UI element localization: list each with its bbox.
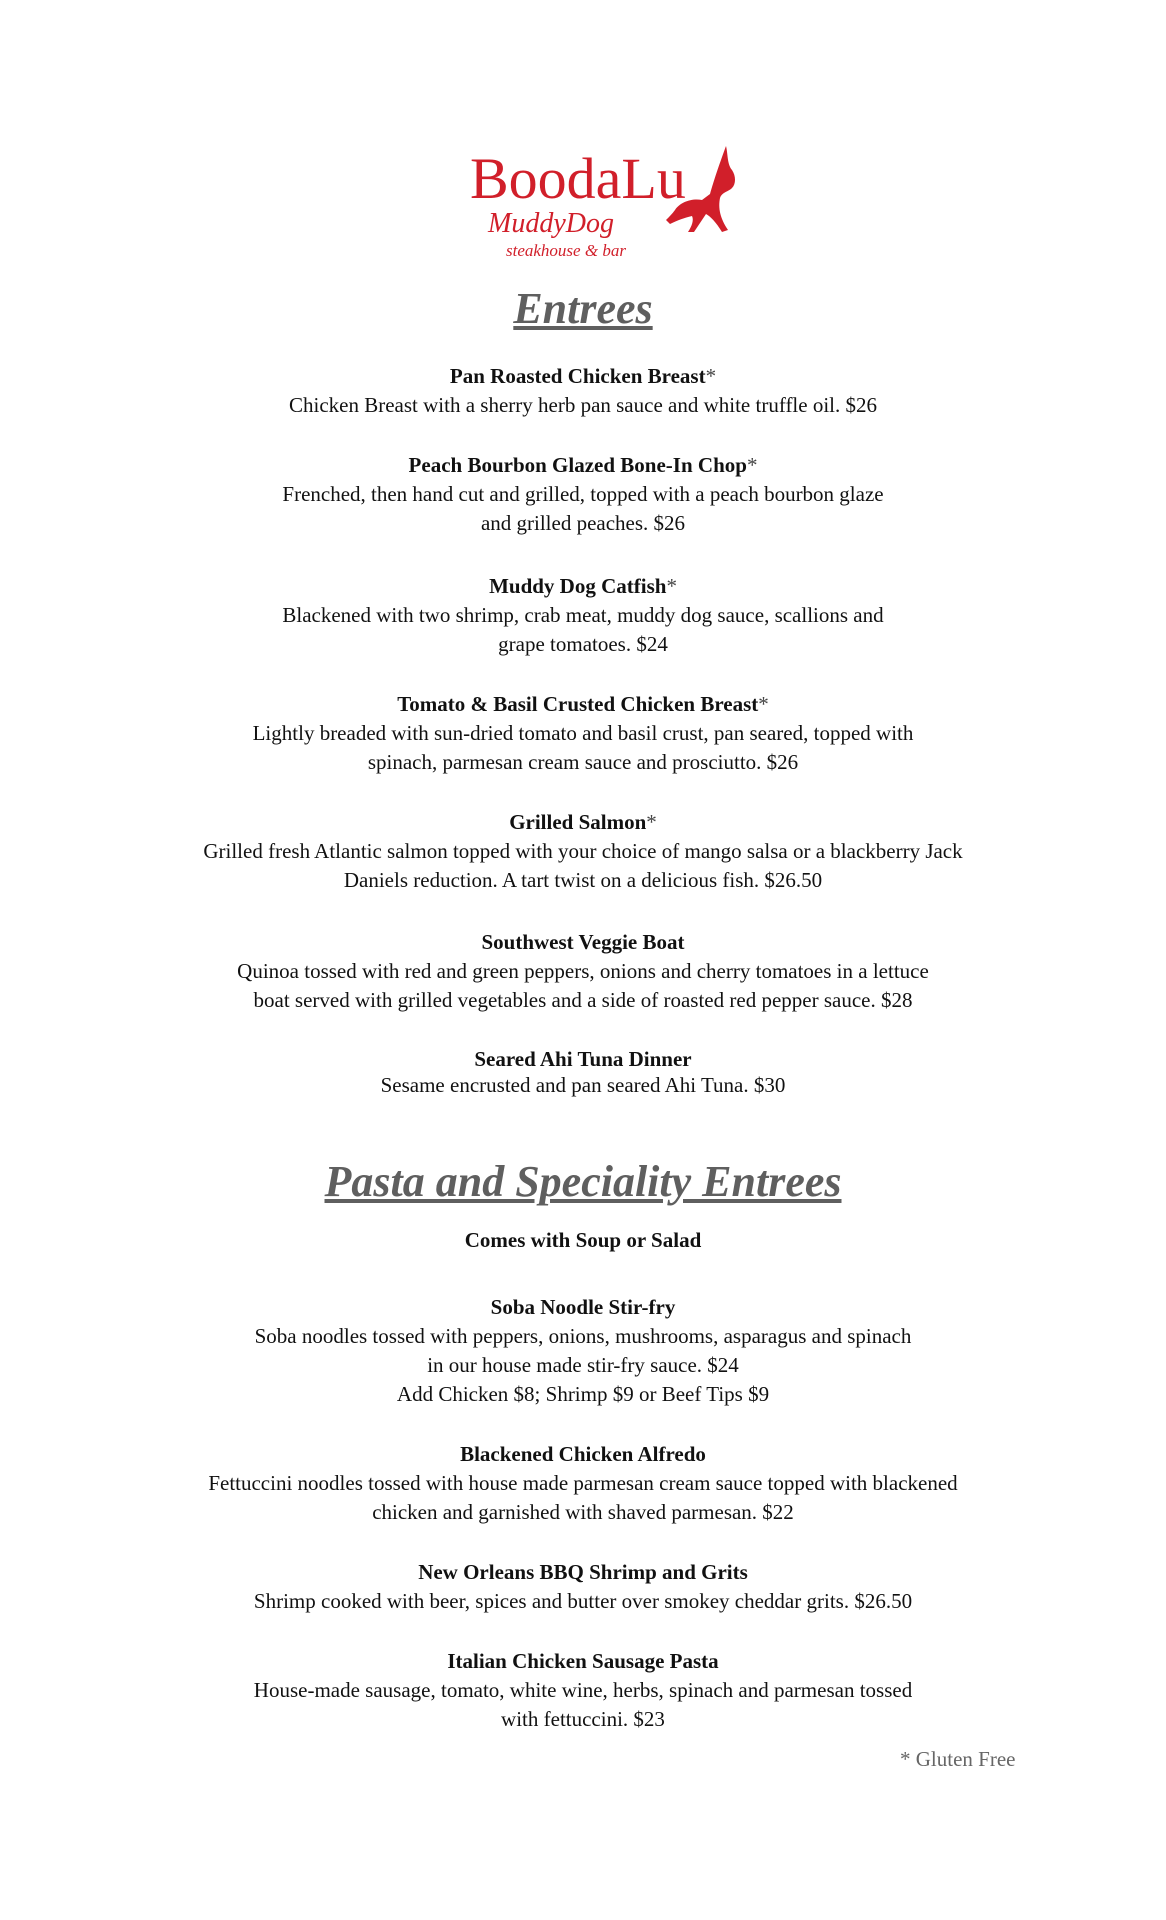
item-description: Grilled fresh Atlantic salmon topped with your choice of mango salsa or a blackberry Jack Daniels reduction. A tart twist on a delicious fish. $26.50 [203, 839, 963, 892]
menu-item [140, 928, 1026, 1015]
item-description: Chicken Breast with a sherry herb pan sauce and white truffle oil. $26 [288, 393, 878, 417]
item-name: Southwest Veggie Boat [481, 930, 685, 954]
item-description: Blackened with two shrimp, crab meat, muddy dog sauce, scallions and grape tomatoes. $24 [282, 603, 884, 656]
menu-item [140, 1440, 1026, 1527]
gluten-free-footnote: * Gluten Free [900, 1747, 1016, 1771]
pasta-subtitle: Comes with Soup or Salad [464, 1228, 702, 1252]
restaurant-logo [470, 140, 740, 268]
entrees-heading: Entrees [513, 284, 653, 333]
item-description: Fettuccini noodles tossed with house made parmesan cream sauce topped with blackened chicken and garnished with shaved parmesan. $22 [208, 1471, 958, 1524]
item-name: Tomato & Basil Crusted Chicken Breast [397, 692, 759, 716]
gluten-free-mark: * [758, 692, 769, 716]
menu-item [140, 451, 1026, 538]
menu-item [140, 1647, 1026, 1734]
menu-item [140, 690, 1026, 777]
item-name: Seared Ahi Tuna Dinner [474, 1047, 692, 1071]
item-name: Muddy Dog Catfish [489, 574, 667, 598]
gluten-free-mark: * [746, 453, 758, 477]
item-description: Soba noodles tossed with peppers, onions, mushrooms, asparagus and spinach in our house made stir-fry sauce. $24 Add Chicken $8; Shrimp $9 or Beef Tips $9 [254, 1324, 912, 1406]
item-name: Pan Roasted Chicken Breast [449, 364, 706, 388]
item-description: Lightly breaded with sun-dried tomato and basil crust, pan seared, topped with spinach, parmesan cream sauce and prosciutto. $26 [252, 721, 914, 774]
item-name: New Orleans BBQ Shrimp and Grits [418, 1560, 748, 1584]
item-name: Blackened Chicken Alfredo [460, 1442, 706, 1466]
menu-item [140, 808, 1026, 895]
item-name: Peach Bourbon Glazed Bone-In Chop [408, 453, 747, 477]
menu-item [140, 362, 1026, 420]
logo-line1: BoodaLu [470, 146, 686, 211]
item-description: Shrimp cooked with beer, spices and butter over smokey cheddar grits. $26.50 [253, 1589, 913, 1613]
gluten-free-mark: * [705, 364, 717, 388]
menu-item [140, 572, 1026, 659]
gluten-free-mark: * [666, 574, 677, 598]
menu-item [140, 1558, 1026, 1616]
item-name: Grilled Salmon [509, 810, 647, 834]
item-description: Frenched, then hand cut and grilled, topped with a peach bourbon glaze and grilled peaches. $26 [282, 482, 884, 535]
item-description: Sesame encrusted and pan seared Ahi Tuna. $30 [380, 1073, 786, 1097]
item-description: House-made sausage, tomato, white wine, herbs, spinach and parmesan tossed with fettuccini. $23 [253, 1678, 913, 1731]
menu-item [140, 1046, 1026, 1098]
menu-item [140, 1293, 1026, 1409]
item-description: Quinoa tossed with red and green peppers, onions and cherry tomatoes in a lettuce boat served with grilled vegetables and a side of roasted red pepper sauce. $28 [237, 959, 929, 1012]
gluten-free-mark: * [646, 810, 657, 834]
logo-line2: MuddyDog [488, 208, 614, 239]
item-name: Italian Chicken Sausage Pasta [447, 1649, 719, 1673]
pasta-heading: Pasta and Speciality Entrees [324, 1157, 842, 1206]
item-name: Soba Noodle Stir-fry [490, 1295, 676, 1319]
logo-line3: steakhouse & bar [506, 241, 626, 260]
